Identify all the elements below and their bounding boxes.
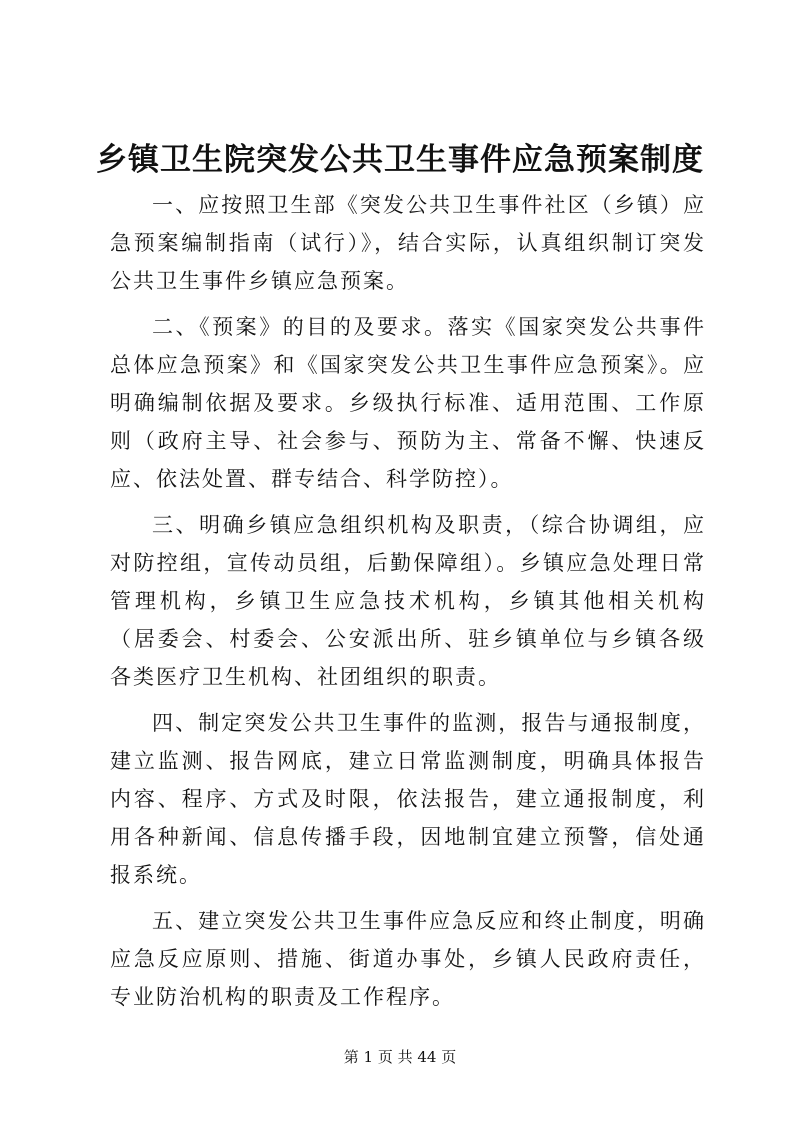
document-title: 乡镇卫生院突发公共卫生事件应急预案制度 — [96, 142, 704, 178]
paragraph-4: 四、制定突发公共卫生事件的监测，报告与通报制度，建立监测、报告网底，建立日常监测制度，明确具体报告内容、程序、方式及时限，依法报告，建立通报制度，利用各种新闻、信息传播手段，因地制宜建立预警，信处通报系统。 — [110, 711, 706, 887]
paragraph-1: 一、应按照卫生部《突发公共卫生事件社区（乡镇）应急预案编制指南（试行）》，结合实际，认真组织制订突发公共卫生事件乡镇应急预案。 — [110, 193, 706, 293]
paragraph-5: 五、建立突发公共卫生事件应急反应和终止制度，明确应急反应原则、措施、街道办事处，乡镇人民政府责任，专业防治机构的职责及工作程序。 — [110, 909, 706, 1009]
document-body — [110, 186, 706, 1024]
paragraph-2: 二、《预案》的目的及要求。落实《国家突发公共事件总体应急预案》和《国家突发公共卫生事件应急预案》。应明确编制依据及要求。乡级执行标准、适用范围、工作原则（政府主导、社会参与、预防为主、常备不懈、快速反应、依法处置、群专结合、科学防控）。 — [110, 315, 706, 491]
paragraph-3: 三、明确乡镇应急组织机构及职责，（综合协调组，应对防控组，宣传动员组，后勤保障组）。乡镇应急处理日常管理机构，乡镇卫生应急技术机构，乡镇其他相关机构（居委会、村委会、公安派出所、驻乡镇单位与乡镇各级各类医疗卫生机构、社团组织的职责。 — [110, 513, 706, 689]
page-number-footer: 第 1 页 共 44 页 — [343, 1048, 457, 1066]
